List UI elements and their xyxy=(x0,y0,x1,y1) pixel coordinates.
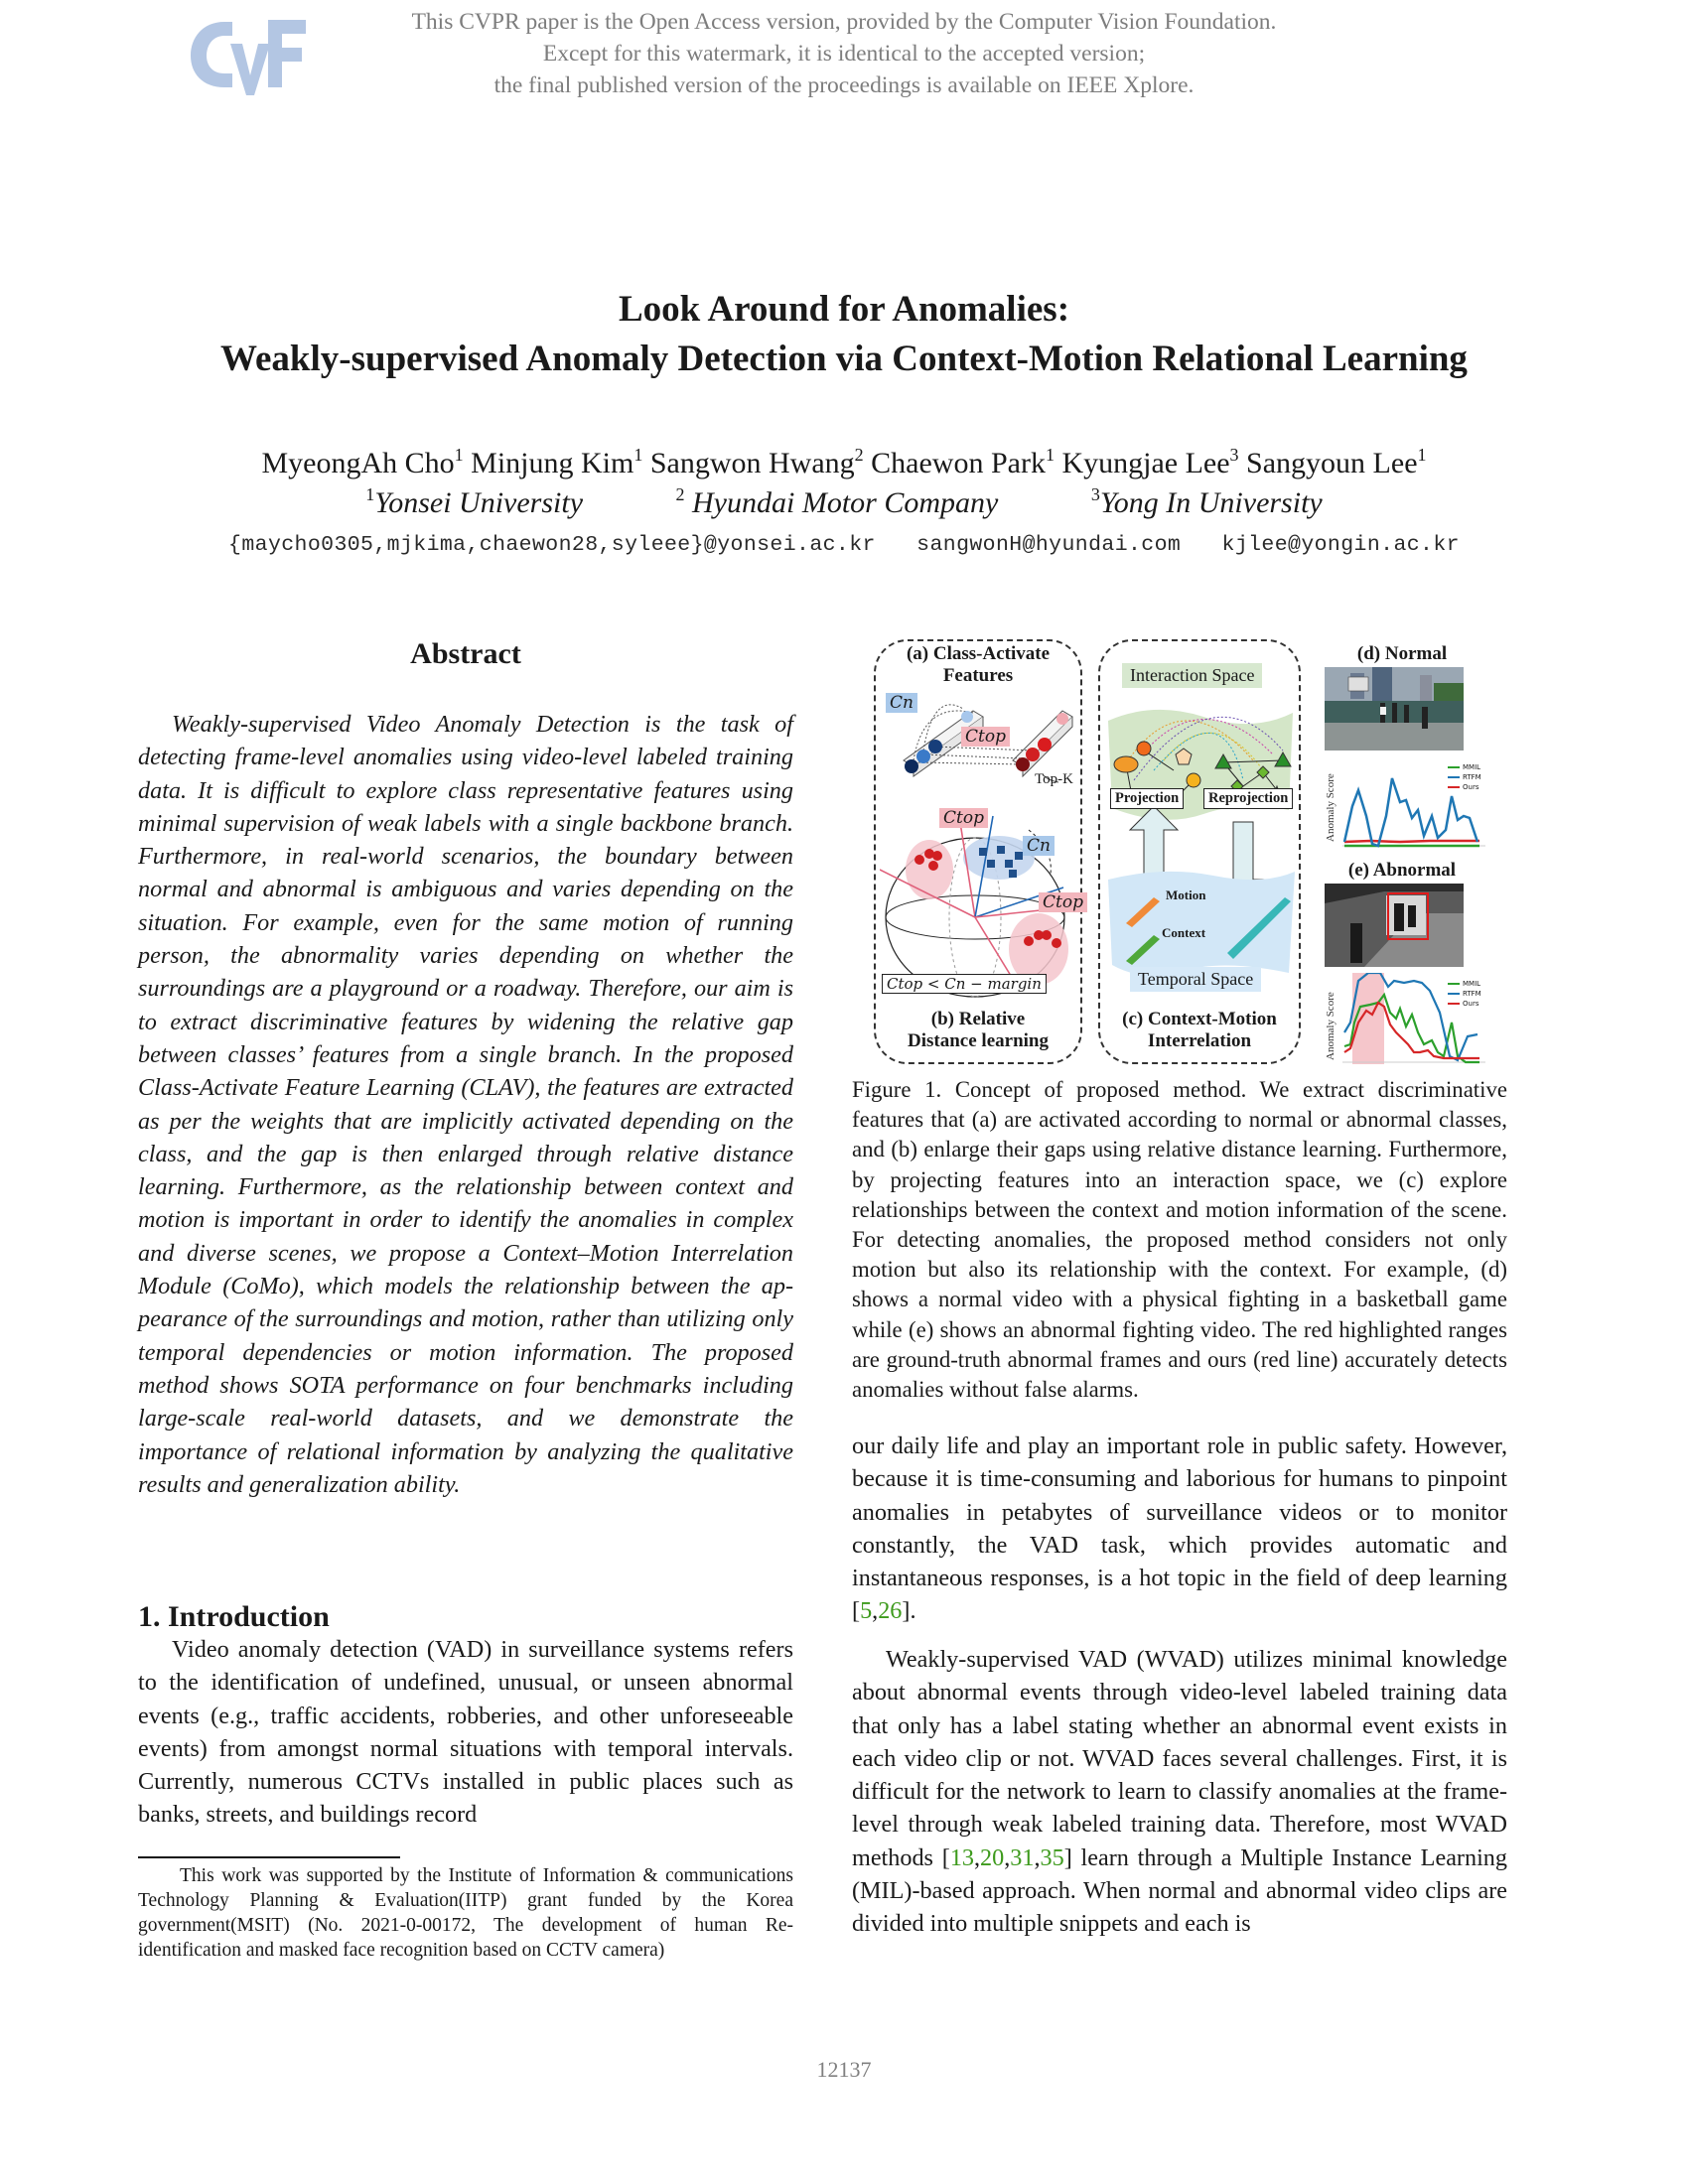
panel-c-title: (c) Context-Motion Interrelation xyxy=(1122,1009,1277,1051)
affiliation: $^1$Yonsei University xyxy=(365,484,584,519)
affiliation: $^3$Yong In University xyxy=(1090,484,1323,519)
affiliation-list xyxy=(0,484,1688,522)
section-heading-introduction: 1. Introduction xyxy=(138,1600,330,1633)
projection-label: Projection xyxy=(1110,788,1184,809)
ctop-tag-top: Ctop xyxy=(939,808,988,828)
author: Chaewon Park$^1$ xyxy=(871,445,1055,479)
watermark-line: the final published version of the proceedings is available on IEEE Xplore. xyxy=(493,72,1195,98)
author: Sangwon Hwang$^2$ xyxy=(649,445,864,479)
abstract-text: Weakly-supervised Video Anomaly Detection is the task of detecting frame-level anomalies using video-level labeled training data. It is difficult to explore class representative features using minimal supervision of weak labels with a single backbone branch. Furthermore, in real-world scenarios, the boundary between normal and abnormal is ambiguous and varies depending on the situation. For example, even for the same motion of running person, the abnormality varies depending on whether the surroundings are a playground or a roadway. Therefore, our aim is to extract discriminative features by widening the relative gap between classes’ features from a single branch. In the proposed Class-Activate Feature Learning (CLAV), the features are extracted as per the weights that are implicitly activated depending on the class, and the gap is then enlarged through relative distance learning. Furthermore, as the relationship between context and motion is important in order to identify the anomalies in complex and diverse scenes, we propose a Context–Motion Interrelation Module (CoMo), which models the relationship between the appearance of the surroundings and motion, rather than utilizing only temporal dependencies or motion information. The proposed method shows SOTA performance on four benchmarks including large-scale real-world datasets, and we demonstrate the importance of relational information by analyzing the qualitative results and generalization ability. xyxy=(138,711,793,1498)
legend-abnormal xyxy=(1448,979,1481,1009)
normal-video-frame xyxy=(1325,667,1464,751)
panel-d-title: (d) Normal xyxy=(1356,643,1448,664)
reprojection-label: Reprojection xyxy=(1203,788,1293,809)
legend-item-mmil: MMIL xyxy=(1448,979,1481,989)
author-list xyxy=(0,445,1688,482)
author: Kyungjae Lee$^3$ xyxy=(1061,445,1239,479)
margin-formula: Ctop < Cn − margin xyxy=(882,974,1047,994)
citation-link[interactable]: 20 xyxy=(980,1843,1005,1871)
temporal-space-label: Temporal Space xyxy=(1130,967,1261,992)
panel-a-title: (a) Class-Activate Features xyxy=(906,643,1051,686)
context-motion-diagram xyxy=(1104,691,1297,989)
legend-item-ours: Ours xyxy=(1448,999,1481,1009)
y-axis-label-normal: Anomaly Score xyxy=(1325,773,1336,842)
author: Sangyoun Lee$^1$ xyxy=(1246,445,1427,479)
citation-link[interactable]: 26 xyxy=(878,1597,903,1625)
figure-1 xyxy=(874,639,1489,1068)
cn-tag: Cn xyxy=(886,693,917,713)
introduction-paragraph: Video anomaly detection (VAD) in surveillance systems refers to the identification of undefined, unusual, or unseen abnormal events (e.g., traffic accidents, robberies, and other unforeseeable events) from amongst normal situations with temporal intervals. Currently, numerous CCTVs installed in public places such as banks, streets, and buildings record xyxy=(138,1636,793,1829)
legend-item-rtfm: RTFM xyxy=(1448,989,1481,999)
citation-link[interactable]: 31 xyxy=(1010,1843,1035,1871)
author: Minjung Kim$^1$ xyxy=(471,445,643,479)
cn-tag-sphere: Cn xyxy=(1023,836,1055,856)
citation-link[interactable]: 5 xyxy=(860,1597,873,1625)
abstract-heading: Abstract xyxy=(410,637,521,670)
ctop-tag: Ctop xyxy=(961,727,1010,747)
topk-label: Top-K xyxy=(1035,771,1073,787)
email-list xyxy=(0,530,1688,560)
email: sangwonH@hyundai.com xyxy=(916,533,1182,557)
cvf-watermark xyxy=(338,6,1350,101)
context-label: Context xyxy=(1162,925,1206,940)
citation-link[interactable]: 35 xyxy=(1040,1843,1064,1871)
cvf-logo xyxy=(185,14,308,95)
affiliation: $^2$ Hyundai Motor Company xyxy=(675,484,999,519)
footnote: This work was supported by the Institute of Information & communications Technology Planning & Evaluation(IITP) grant funded by the Korea government(MSIT) (No. 2021-0-00172, The development of human Re-identification and masked face recognition based on CCTV camera) xyxy=(138,1865,793,1961)
watermark-line: Except for this watermark, it is identical to the accepted version; xyxy=(542,41,1146,67)
page-number: 12137 xyxy=(816,2057,872,2082)
footnote-divider xyxy=(138,1856,400,1858)
email: kjlee@yongin.ac.kr xyxy=(1221,533,1460,557)
legend-item-ours: Ours xyxy=(1448,782,1481,792)
panel-b-title: (b) Relative Distance learning xyxy=(908,1009,1049,1051)
author: MyeongAh Cho$^1$ xyxy=(261,445,464,479)
introduction-paragraph-continued: our daily life and play an important role in public safety. However, because it is time-consuming and laborious for humans to pinpoint anomalies in petabytes of surveillance videos or to monitor constantly, the VAD task, which provides automatic and instantaneous responses, is a hot topic in the field of deep learning [5,26]. xyxy=(852,1433,1507,1625)
introduction-paragraph-wvad: Weakly-supervised VAD (WVAD) utilizes minimal knowledge about abnormal events through video-level labeled training data that only has a label stating whether an abnormal event exists in each video clip or not. WVAD faces several challenges. First, it is difficult for the network to learn to classify anomalies at the frame-level through weak labeled training data. Therefore, most WVAD methods [13,20,31,35] learn through a Multiple Instance Learning (MIL)-based approach. When normal and abnormal video clips are divided into multiple snippets and each is xyxy=(852,1646,1507,1938)
panel-e-title: (e) Abnormal xyxy=(1347,860,1457,881)
motion-label: Motion xyxy=(1166,887,1206,902)
email: {maycho0305,mjkima,chaewon28,syleee}@yonsei.ac.kr xyxy=(228,533,876,557)
paper-title: Look Around for Anomalies: Weakly-supervised Anomaly Detection via Context-Motion Relational Learning xyxy=(220,289,1468,379)
legend-item-mmil: MMIL xyxy=(1448,762,1481,772)
legend-normal xyxy=(1448,762,1481,792)
citation-link[interactable]: 13 xyxy=(949,1843,974,1871)
figure-1-caption: Figure 1. Concept of proposed method. We extract discriminative features that (a) are activated according to normal or abnormal classes, and (b) enlarge their gaps using relative distance learning. Furthermore, by projecting features into an interaction space, we (c) explore relationships between the context and motion information of the scene. For detecting anomalies, the proposed method considers not only motion but also its relationship with the context. For example, (d) shows a normal video with a physical fighting in a basketball game while (e) shows an abnormal fighting video. The red highlighted ranges are ground-truth abnormal frames and ours (red line) accurately detects anomalies without false alarms. xyxy=(852,1077,1507,1403)
y-axis-label-abnormal: Anomaly Score xyxy=(1325,992,1336,1060)
ctop-tag-right: Ctop xyxy=(1039,892,1087,912)
legend-item-rtfm: RTFM xyxy=(1448,772,1481,782)
watermark-line: This CVPR paper is the Open Access version, provided by the Computer Vision Foundation. xyxy=(411,9,1277,35)
interaction-space-label: Interaction Space xyxy=(1122,663,1262,688)
abnormal-video-frame xyxy=(1325,884,1464,967)
